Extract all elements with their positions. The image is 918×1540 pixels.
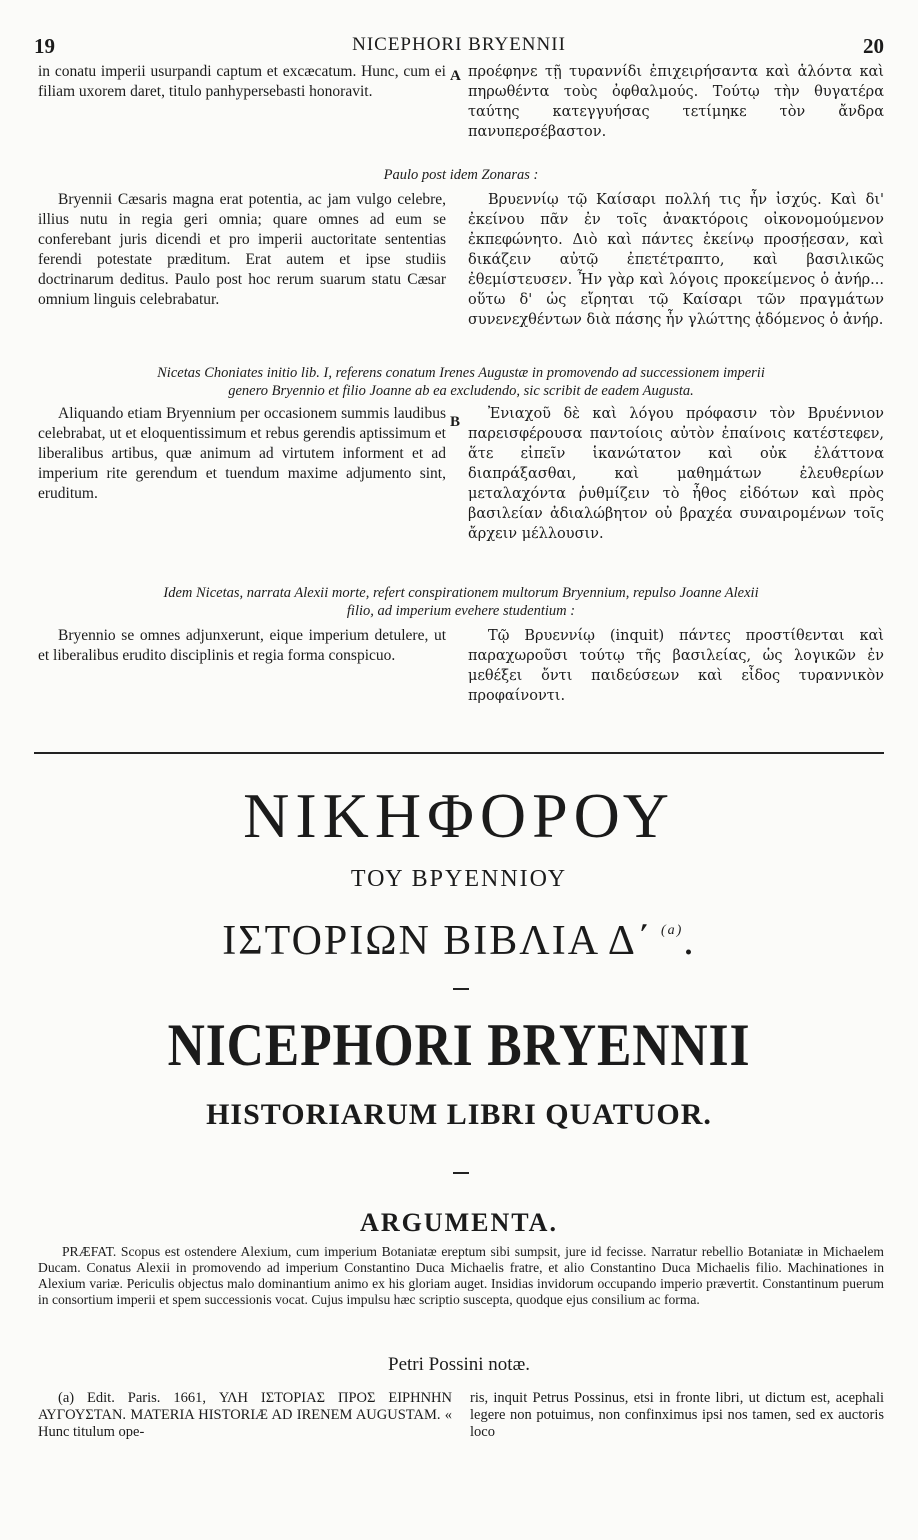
latin-column xyxy=(38,62,446,102)
parallel-block-1 xyxy=(38,62,884,152)
latin-title-sub: HISTORIARUM LIBRI QUATUOR. xyxy=(206,1098,712,1131)
greek-column xyxy=(468,626,884,706)
note-left-column xyxy=(38,1390,452,1441)
caption-line-1: Nicetas Choniates initio lib. I, referens conatum Irenes Augustæ in promovendo ad successionem imperii xyxy=(157,365,765,381)
notes-heading: Petri Possini notæ. xyxy=(388,1354,530,1375)
page-number-right: 20 xyxy=(863,34,884,58)
caption-line-2: filio, ad imperium evehere studentium : xyxy=(346,603,576,619)
greek-column xyxy=(468,404,884,544)
greek-title-books-text: ΙΣΤΟΡΙΩΝ ΒΙΒΛΙΑ Δ΄ xyxy=(222,918,653,964)
greek-paragraph: Ἐνιαχοῦ δὲ καὶ λόγου πρόφασιν τὸν Βρυέννιον παρεισφέρουσα παντοίοις αὐτὸν ἐπαίνοις κατέστεφεν, ἅτε εἰπεῖν ἱκανώτατον καὶ οὐκ ἐλάττονα διαπράξασθαι, καὶ μαθημάτων ἐλευθερίων μεταλαχόντα ῥυθμίζειν τὸ ἦθος εἰδότων καὶ πρὸς βασιλείαν ἀδιαλώβητον οὐ βραχέα συναιρομένων τοῖς ἄρχειν μέλλουσιν. xyxy=(468,406,884,542)
latin-title-main: NICEPHORI BRYENNII xyxy=(167,1012,751,1078)
margin-marker-a: A xyxy=(450,68,461,84)
footnote-ref: (a) xyxy=(660,923,684,938)
argumenta-heading: ARGUMENTA. xyxy=(360,1208,558,1237)
latin-paragraph: Bryennio se omnes adjunxerunt, eique imperium detulere, ut et liberalibus erudito disciplinis et regia forma conspicuo. xyxy=(38,627,446,664)
greek-title-period: . xyxy=(683,918,696,964)
note-paragraph: (a) Edit. Paris. 1661, ΥΛΗ ΙΣΤΟΡΙΑΣ ΠΡΟΣ ΕΙΡΗΝΗΝ ΑΥΓΟΥΣΤΑΝ. MATERIA HISTORIÆ AD IRENEM AUGUSTAM. « Hunc titulum ope- xyxy=(38,1390,452,1440)
latin-column xyxy=(38,626,446,666)
latin-paragraph: Aliquando etiam Bryennium per occasionem summis laudibus celebrabat, ut et eloquentissimum et rebus gerendis aptissimum et liberalibus artibus, quæ animum ad virtutem informent et ad imperium rite gerendum et tuendum maxime adjumento sint, eruditum. xyxy=(38,405,446,502)
dash-divider xyxy=(453,1172,469,1174)
greek-paragraph: Βρυεννίῳ τῷ Καίσαρι πολλή τις ἦν ἰσχύς. Καὶ δι' ἐκείνου πᾶν ἐν τοῖς ἀνακτόροις οἰκονομούμενον ἐκπεφώνητο. Διὸ καὶ πάντες ἐκείνῳ προσῄεσαν, καὶ δικάζειν αὐτῷ ἐπετέτραπτο, καὶ βασιλικῶς ἐθεμίστευσεν. Ἦν γὰρ καὶ λόγοις προκείμενος ὁ ἀνήρ... οὕτω δ' ὡς εἴρηται τῷ Καίσαρι τῶν πραγμάτων συνενεχθέντων διὰ πάσης ἦν γλώττης ᾀδόμενος ὁ ἀνήρ. xyxy=(468,192,884,328)
latin-column xyxy=(38,190,446,310)
caption-nicetas xyxy=(38,364,884,400)
margin-marker-b: B xyxy=(450,414,461,430)
note-right-column xyxy=(470,1390,884,1441)
greek-title-main: ΝΙΚΗΦΟΡΟΥ xyxy=(243,780,675,851)
dash-divider xyxy=(453,988,469,990)
caption-idem-nicetas xyxy=(38,584,884,620)
greek-title-sub: ΤΟΥ ΒΡΥΕΝΝΙΟΥ xyxy=(350,866,568,892)
argumenta-text: PRÆFAT. Scopus est ostendere Alexium, cum imperium Botaniatæ ereptum sibi sumpsit, jure id fecisse. Narratur rebellio Botaniatæ in Michaelem Ducam. Conatus Alexii in promovendo ad imperium Constantino Duca Michaelis fratre, et alio Constantino Duca Michaelis filio. Machinationes in Alexium variæ. Periculis objectus malo dominantium animo ex his gloriam auget. Insidias invidorum occupando imperio prævertit. Constantinum puerum in consortium imperii et spem successionis vocat. Cujus impulsu hæc scriptio suscepta, quodque ejus consilium ac forma. xyxy=(38,1244,884,1307)
greek-paragraph: προέφηνε τῇ τυραννίδι ἐπιχειρήσαντα καὶ ἁλόντα καὶ πηρωθέντα τοὺς ὀφθαλμούς. Τούτῳ τὴν θυγατέρα ταύτης κατεγγυήσας τετίμηκε τὸν ἄνδρα πανυπερσέβαστον. xyxy=(468,64,884,140)
caption-line-2: genero Bryennio et filio Joanne ab ea excludendo, sic scribit de eadem Augusta. xyxy=(228,383,694,399)
page-number-left: 19 xyxy=(34,34,55,58)
latin-column xyxy=(38,404,446,504)
running-head xyxy=(34,34,884,58)
caption-line-1: Idem Nicetas, narrata Alexii morte, refert conspirationem multorum Bryennium, repulso Joanne Alexii xyxy=(163,585,759,601)
greek-column xyxy=(468,190,884,330)
parallel-block-2 xyxy=(38,190,884,360)
note-paragraph: ris, inquit Petrus Possinus, etsi in fronte libri, ut dictum est, acephali legere non potuimus, non confinximus ipsi nos tamen, sed ex auctoris loco xyxy=(470,1390,884,1440)
running-title: NICEPHORI BRYENNII xyxy=(352,34,566,55)
greek-column xyxy=(468,62,884,142)
caption-zonaras: Paulo post idem Zonaras : xyxy=(383,167,539,183)
parallel-block-4 xyxy=(38,626,884,726)
latin-paragraph: Bryennii Cæsaris magna erat potentia, ac jam vulgo celebre, illius nutu in regia geri omnia; quare omnes ad eum se conferebant juris dicendi et pro imperii auctoritate sententias ferendi potestate præditum. Erat autem et ipse studiis doctrinarum deditus. Paulo post hoc rerum suarum statu Cæsar omnium linguis celebrabatur. xyxy=(38,191,446,308)
parallel-block-3 xyxy=(38,404,884,574)
greek-paragraph: Τῷ Βρυεννίῳ (inquit) πάντες προστίθενται καὶ παραχωροῦσι τούτῳ τῆς βασιλείας, ὡς λογικῶν ἐν μεθέξει ὄντι παιδεύσεων καὶ εἶδος τυραννικὸν προφαίνοντι. xyxy=(468,628,884,704)
latin-paragraph: in conatu imperii usurpandi captum et excæcatum. Hunc, cum ei filiam uxorem daret, titulo panhypersebasti honoravit. xyxy=(38,63,446,100)
greek-title-books xyxy=(0,906,918,966)
section-divider xyxy=(34,752,884,754)
